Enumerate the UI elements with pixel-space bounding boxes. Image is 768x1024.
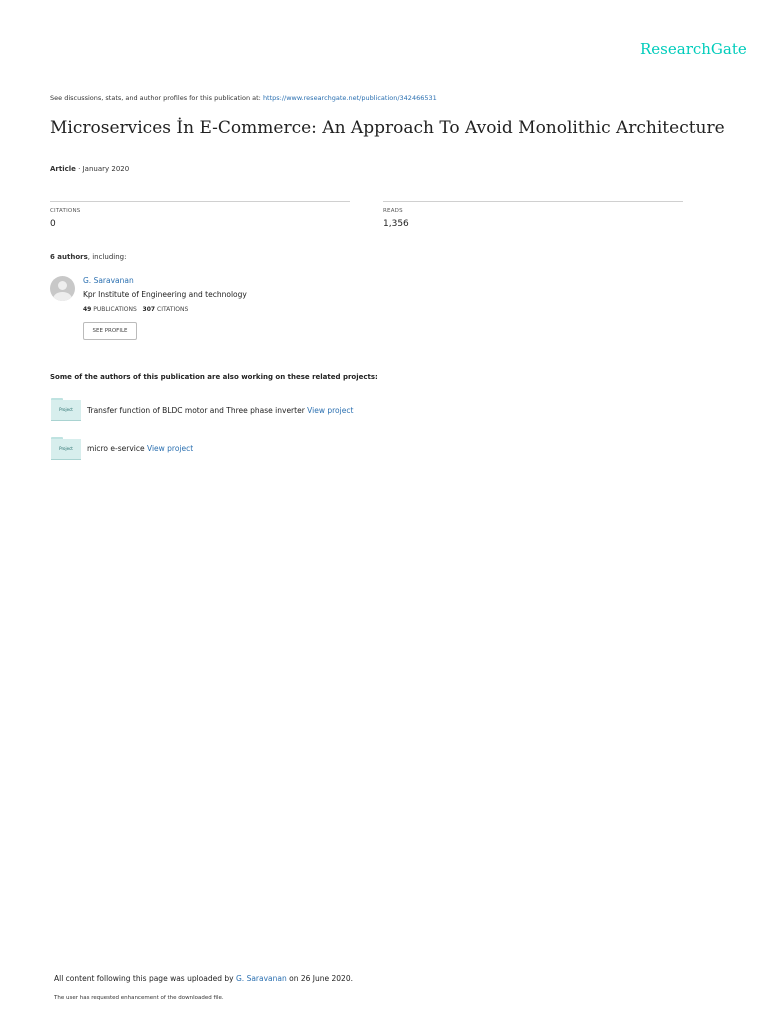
project-folder-icon <box>51 437 81 459</box>
enhancement-note: The user has requested enhancement of the downloaded file. <box>54 995 224 1001</box>
related-project-item <box>87 444 193 453</box>
author-citations-count: 307 <box>142 306 156 313</box>
article-date: · January 2020 <box>78 165 130 173</box>
author-citations-label: CITATIONS <box>157 306 189 313</box>
view-project-link[interactable]: View project <box>307 406 354 415</box>
upload-footer-prefix: All content following this page was uploaded by <box>54 974 234 983</box>
author-publications-count: 49 <box>83 306 92 313</box>
upload-footer-suffix: on 26 June 2020. <box>289 974 353 983</box>
author-name-link[interactable]: G. Saravanan <box>83 276 134 285</box>
citations-label: CITATIONS <box>50 208 81 214</box>
publication-url-link[interactable]: https://www.researchgate.net/publication/342466531 <box>262 94 437 102</box>
publication-title: Microservices İn E-Commerce: An Approach To Avoid Monolithic Architecture <box>50 118 725 138</box>
article-type: Article <box>50 165 76 173</box>
article-meta <box>50 165 129 173</box>
reads-label: READS <box>383 208 403 214</box>
uploader-link[interactable]: G. Saravanan <box>235 974 287 983</box>
related-project-title: Transfer function of BLDC motor and Three phase inverter <box>87 406 305 415</box>
avatar-shoulders-shape <box>53 292 72 301</box>
citations-value: 0 <box>50 219 56 229</box>
avatar-head-shape <box>58 281 67 290</box>
authors-summary <box>50 253 126 261</box>
author-stats <box>83 306 188 313</box>
author-avatar[interactable] <box>50 276 75 301</box>
authors-count: 6 authors <box>50 253 88 261</box>
citations-divider <box>50 201 350 202</box>
related-projects-heading: Some of the authors of this publication are also working on these related projects: <box>50 373 378 381</box>
reads-value: 1,356 <box>383 219 409 229</box>
related-project-title: micro e-service <box>87 444 145 453</box>
related-project-item <box>87 406 353 415</box>
author-institution: Kpr Institute of Engineering and technology <box>83 290 247 299</box>
author-publications-label: PUBLICATIONS <box>93 306 137 313</box>
project-folder-icon <box>51 398 81 420</box>
authors-suffix: , including: <box>87 253 127 261</box>
project-folder-label: Project <box>51 439 81 460</box>
upload-footer <box>54 974 353 983</box>
see-profile-button[interactable]: SEE PROFILE <box>83 322 137 340</box>
reads-divider <box>383 201 683 202</box>
researchgate-logo[interactable]: ResearchGate <box>640 40 747 58</box>
view-project-link[interactable]: View project <box>146 444 194 453</box>
project-folder-label: Project <box>51 400 81 421</box>
discussion-prefix: See discussions, stats, and author profiles for this publication at: <box>50 94 261 102</box>
discussion-line <box>50 94 437 102</box>
